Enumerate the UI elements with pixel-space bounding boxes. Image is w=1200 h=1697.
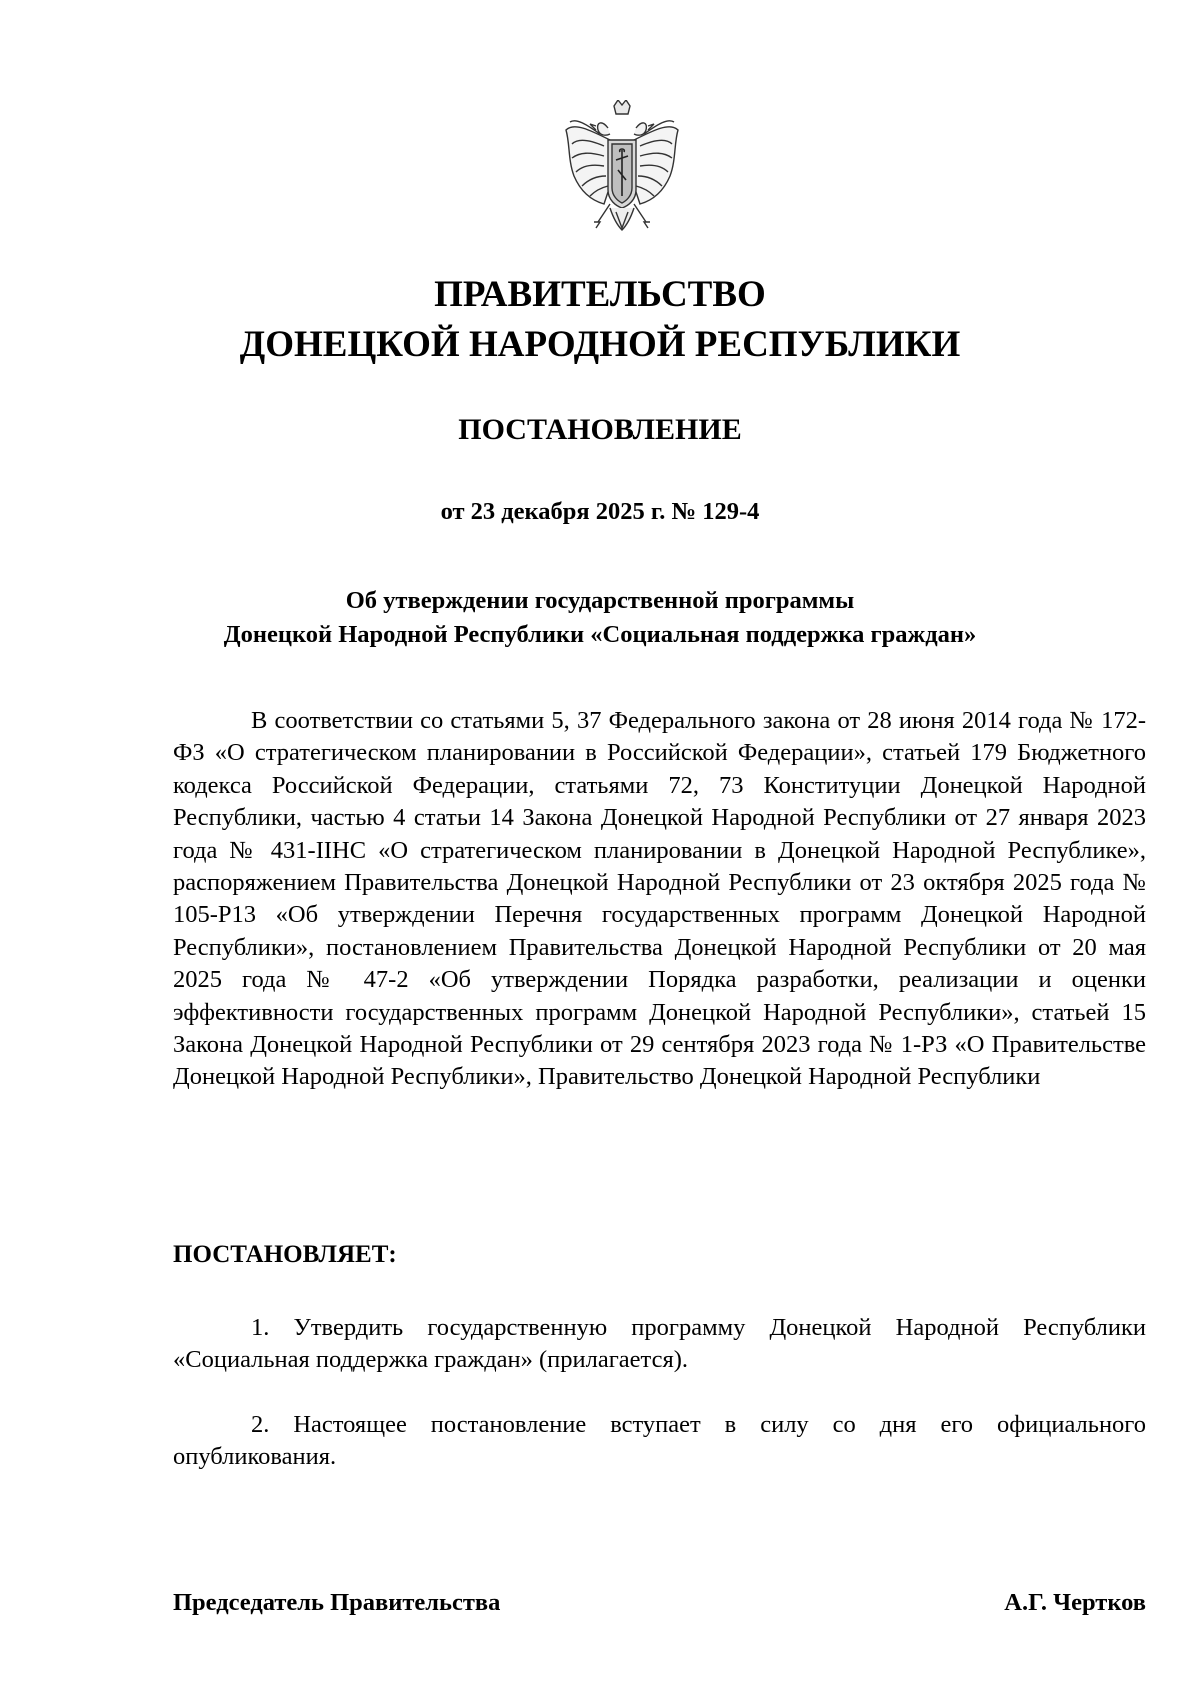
- resolution-item-2-text: 2. Настоящее постановление вступает в силу со дня его официального опубликования.: [173, 1411, 1146, 1471]
- signature-block: [173, 1586, 1146, 1620]
- resolution-item-2: [173, 1409, 1146, 1474]
- preamble-section: [173, 705, 1146, 1094]
- government-title: [0, 270, 1200, 370]
- government-title-line2: ДОНЕЦКОЙ НАРОДНОЙ РЕСПУБЛИКИ: [239, 324, 961, 365]
- resolves-heading: ПОСТАНОВЛЯЕТ:: [173, 1241, 397, 1268]
- resolution-item-1: [173, 1312, 1146, 1377]
- resolution-item-1-text: 1. Утвердить государственную программу Донецкой Народной Республики «Социальная поддержка граждан» (прилагается).: [173, 1314, 1146, 1374]
- signatory-name: А.Г. Чертков: [1004, 1589, 1146, 1616]
- signatory-position: Председатель Правительства: [173, 1589, 501, 1616]
- preamble-paragraph: В соответствии со статьями 5, 37 Федерального закона от 28 июня 2014 года № 172-ФЗ «О стратегическом планировании в Российской Федерации», статьей 179 Бюджетного кодекса Российской Федерации, статьями 72, 73 Конституции Донецкой Народной Республики, частью 4 статьи 14 Закона Донецкой Народной Республики от 27 января 2023 года № 431-IIНС «О стратегическом планировании в Донецкой Народной Республике», распоряжением Правительства Донецкой Народной Республики от 23 октября 2025 года № 105-Р13 «Об утверждении Перечня государственных программ Донецкой Народной Республики», постановлением Правительства Донецкой Народной Республики от 20 мая 2025 года № 47-2 «Об утверждении Порядка разработки, реализации и оценки эффективности государственных программ Донецкой Народной Республики», статьей 15 Закона Донецкой Народной Республики от 29 сентября 2023 года № 1-РЗ «О Правительстве Донецкой Народной Республики», Правительство Донецкой Народной Республики: [173, 707, 1146, 1091]
- dpr-coat-of-arms-icon: [560, 100, 684, 250]
- document-type: ПОСТАНОВЛЕНИЕ: [458, 413, 742, 446]
- government-title-line1: ПРАВИТЕЛЬСТВО: [434, 274, 766, 315]
- document-subject-line1: Об утверждении государственной программы: [345, 587, 855, 614]
- document-date-number: от 23 декабря 2025 г. № 129-4: [440, 498, 760, 525]
- document-subject: [0, 584, 1200, 652]
- document-subject-line2: Донецкой Народной Республики «Социальная поддержка граждан»: [223, 621, 977, 648]
